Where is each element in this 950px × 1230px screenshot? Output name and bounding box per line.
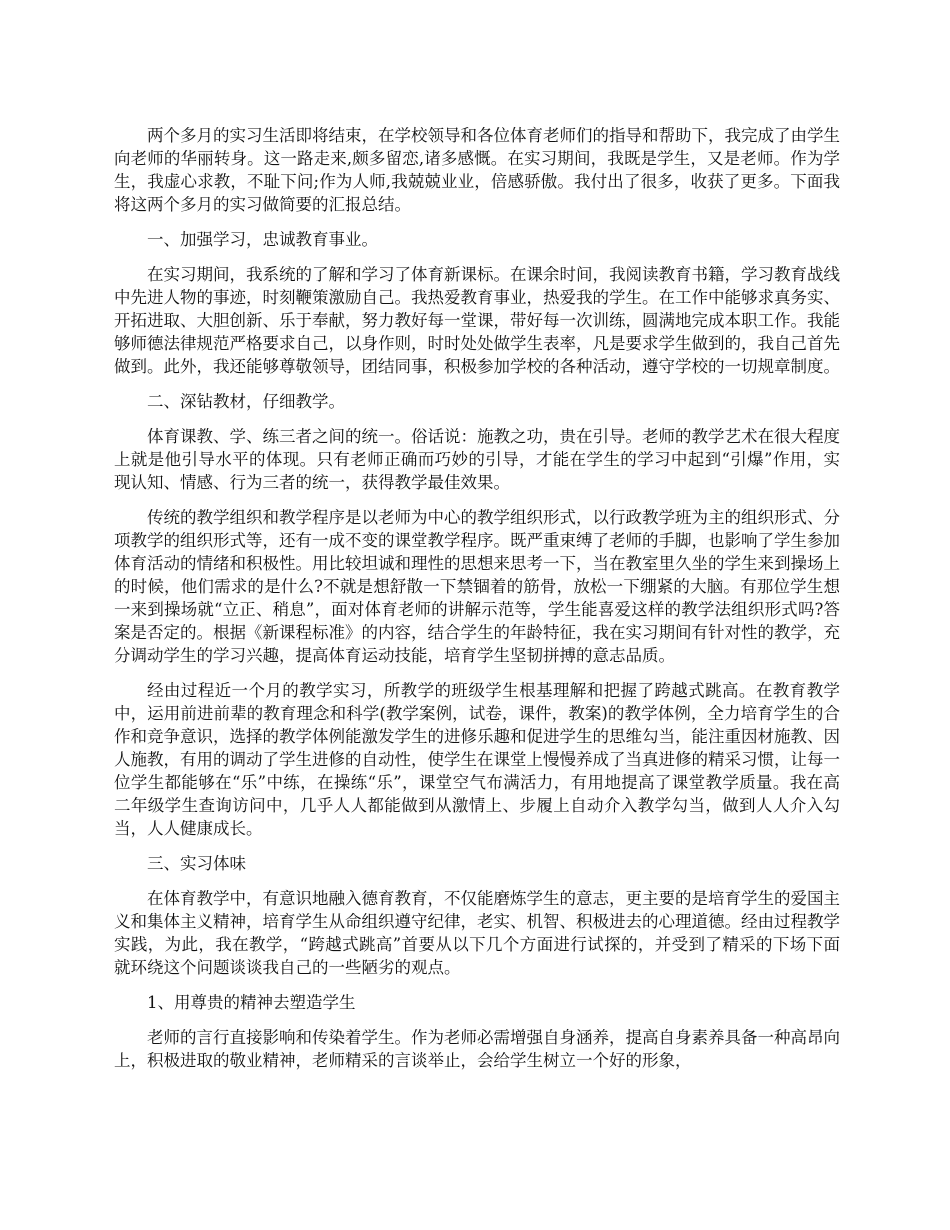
- subsection-heading-1: 1、用尊贵的精神去塑造学生: [147, 993, 356, 1012]
- section-1-paragraph: 在实习期间，我系统的了解和学习了体育新课标。在课余时间，我阅读教育书籍，学习教育战线中先进人物的事迹，时刻鞭策激励自己。我热爱教育事业，热爱我的学生。在工作中能够求真务实、开拓进取、大胆创新、乐于奉献，努力教好每一堂课，带好每一次训练，圆满地完成本职工作。我能够师德法律规范严格要求自己，以身作则，时时处处做学生表率，凡是要求学生做到的，我自己首先做到。此外，我还能够尊敬领导，团结同事，积极参加学校的各种活动，遵守学校的一切规章制度。: [114, 265, 840, 376]
- section-heading-3: 三、实习体味: [147, 854, 246, 873]
- section-2-paragraph-2: 传统的教学组织和教学程序是以老师为中心的教学组织形式，以行政教学班为主的组织形式、分项教学的组织形式等，还有一成不变的课堂教学程序。既严重束缚了老师的手脚，也影响了学生参加体育活动的情绪和积极性。用比较坦诚和理性的思想来思考一下，当在教室里久坐的学生来到操场上的时候，他们需求的是什么?不就是想舒散一下禁锢着的筋骨，放松一下绷紧的大脑。有那位学生想一来到操场就“立正、稍息”，面对体育老师的讲解示范等，学生能喜爱这样的教学法组织形式吗?答案是否定的。根据《新课程标准》的内容，结合学生的年龄特征，我在实习期间有针对性的教学，充分调动学生的学习兴趣，提高体育运动技能，培育学生坚韧拼搏的意志品质。: [114, 508, 840, 665]
- subsection-1-paragraph: 老师的言行直接影响和传染着学生。作为老师必需增强自身涵养，提高自身素养具备一种高昂向上，积极进取的敬业精神，老师精采的言谈举止，会给学生树立一个好的形象，: [114, 1028, 840, 1070]
- section-heading-1: 一、加强学习，忠诚教育事业。: [147, 230, 378, 249]
- section-3-paragraph: 在体育教学中，有意识地融入德育教育，不仅能磨炼学生的意志，更主要的是培育学生的爱国主义和集体主义精神，培育学生从命组织遵守纪律，老实、机智、积极进去的心理道德。经由过程教学实践，为此，我在教学，“跨越式跳高”首要从以下几个方面进行试探的，并受到了精采的下场下面就环绕这个问题谈谈我自己的一些陋劣的观点。: [114, 889, 840, 977]
- section-2-paragraph-1: 体育课教、学、练三者之间的统一。俗话说：施教之功，贵在引导。老师的教学艺术在很大程度上就是他引导水平的体现。只有老师正确而巧妙的引导，才能在学生的学习中起到“引爆”作用，实现认知、情感、行为三者的统一，获得教学最佳效果。: [114, 427, 840, 492]
- section-heading-2: 二、深钻教材，仔细教学。: [147, 392, 345, 411]
- intro-paragraph: 两个多月的实习生活即将结束，在学校领导和各位体育老师们的指导和帮助下，我完成了由学生向老师的华丽转身。这一路走来,颇多留恋,诸多感慨。在实习期间，我既是学生，又是老师。作为学生，我虚心求教，不耻下问;作为人师,我兢兢业业，倍感骄傲。我付出了很多，收获了更多。下面我将这两个多月的实习做简要的汇报总结。: [114, 126, 840, 214]
- document-body: [114, 124, 840, 1084]
- section-2-paragraph-3: 经由过程近一个月的教学实习，所教学的班级学生根基理解和把握了跨越式跳高。在教育教学中，运用前进前辈的教育理念和科学(教学案例，试卷，课件，教案)的教学体例，全力培育学生的合作和竞争意识，选择的教学体例能激发学生的进修乐趣和促进学生的思维勾当，能注重因材施教、因人施教，有用的调动了学生进修的自动性，使学生在课堂上慢慢养成了当真进修的精采习惯，让每一位学生都能够在“乐”中练，在操练“乐”，课堂空气布满活力，有用地提高了课堂教学质量。我在高二年级学生查询访问中，几乎人人都能做到从激情上、步履上自动介入教学勾当，做到人人介入勾当，人人健康成长。: [114, 681, 840, 838]
